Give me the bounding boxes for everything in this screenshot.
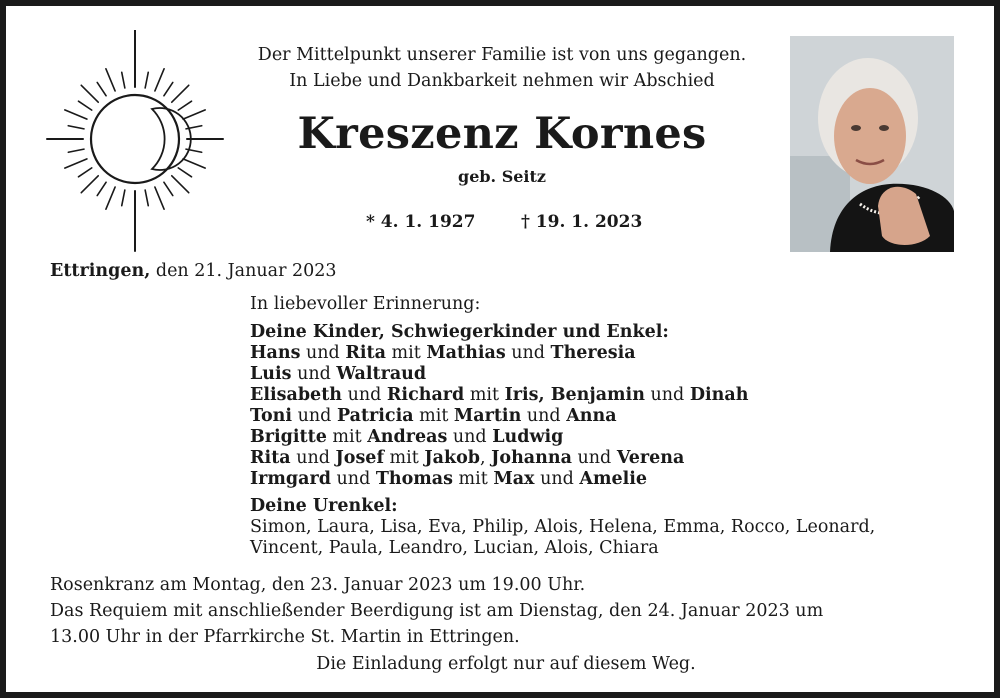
sun-ray	[155, 187, 164, 209]
family-name: Max	[493, 469, 535, 489]
family-connector: und	[291, 364, 337, 384]
family-list	[250, 343, 970, 490]
sun-ray	[145, 72, 148, 88]
sun-ray	[122, 72, 125, 88]
sun-ray	[78, 101, 91, 110]
family-connector: und	[571, 448, 617, 468]
birth-date: * 4. 1. 1927	[366, 212, 476, 232]
family-connector: mit	[452, 469, 494, 489]
urenkel-line: Simon, Laura, Lisa, Eva, Philip, Alois, Helena, Emma, Rocco, Leonard,	[250, 517, 876, 537]
sun-ray	[81, 176, 98, 193]
mourners	[250, 292, 970, 559]
family-name: Verena	[616, 448, 685, 468]
family-line	[250, 364, 970, 385]
family-connector: mit	[326, 427, 368, 447]
family-heading-text: Deine Kinder, Schwiegerkinder und Enkel:	[250, 322, 669, 342]
family-line	[250, 343, 970, 364]
urenkel-heading	[250, 496, 970, 517]
family-connector: und	[534, 469, 580, 489]
intro-line: Der Mittelpunkt unserer Familie ist von uns gegangen.	[257, 45, 747, 65]
family-name: Elisabeth	[250, 385, 343, 405]
intro-text	[202, 42, 802, 94]
death-date: † 19. 1. 2023	[521, 212, 643, 232]
family-connector: und	[290, 448, 336, 468]
family-name: Johanna	[491, 448, 572, 468]
family-line	[250, 385, 970, 406]
family-name: Toni	[250, 406, 293, 426]
sun-ray	[145, 190, 148, 206]
family-name: Josef	[335, 448, 384, 468]
family-name: Anna	[566, 406, 617, 426]
urenkel-heading-text: Deine Urenkel:	[250, 496, 398, 516]
maiden-name: geb. Seitz	[458, 167, 546, 186]
sun-ray	[65, 159, 87, 168]
family-name: Luis	[250, 364, 292, 384]
family-connector: und	[447, 427, 493, 447]
family-connector: mit	[385, 343, 427, 363]
family-name: Jakob	[424, 448, 480, 468]
sun-ray	[178, 101, 191, 110]
sun-ray	[172, 85, 189, 102]
sun-moon-icon	[44, 30, 226, 254]
family-line	[250, 448, 970, 469]
sun-ray	[65, 110, 87, 119]
family-name: Thomas	[375, 469, 453, 489]
deceased-name: Kreszenz Kornes	[297, 109, 707, 159]
family-name: Waltraud	[336, 364, 427, 384]
sun-ray	[97, 82, 106, 95]
service-info	[50, 572, 950, 650]
family-name: Dinah	[689, 385, 749, 405]
family-name: Hans	[250, 343, 301, 363]
sun-ray	[164, 82, 173, 95]
family-connector: mit	[464, 385, 505, 405]
family-connector: mit	[383, 448, 425, 468]
family-connector: und	[330, 469, 376, 489]
sun-ray	[81, 85, 98, 102]
service-line: 13.00 Uhr in der Pfarrkirche St. Martin in Ettringen.	[50, 627, 520, 647]
closing-note: Die Einladung erfolgt nur auf diesem Weg.	[316, 654, 696, 674]
family-connector: und	[300, 343, 346, 363]
family-connector: ,	[479, 448, 492, 468]
place-date	[50, 261, 337, 281]
family-connector: und	[644, 385, 690, 405]
family-line	[250, 427, 970, 448]
sun-ray	[178, 168, 191, 177]
sun-ray	[78, 168, 91, 177]
family-name: Martin	[453, 406, 522, 426]
family-name: Richard	[386, 385, 465, 405]
family-name: Amelie	[579, 469, 648, 489]
sun-ray	[122, 190, 125, 206]
family-connector: und	[521, 406, 567, 426]
service-line: Rosenkranz am Montag, den 23. Januar 2023 um 19.00 Uhr.	[50, 575, 586, 595]
family-connector: und	[342, 385, 387, 405]
family-name: Rita	[250, 448, 291, 468]
family-connector: und	[505, 343, 551, 363]
portrait-photo	[790, 36, 954, 252]
sun-ray	[68, 126, 84, 129]
family-name: Irmgard	[250, 469, 331, 489]
notice-date: den 21. Januar 2023	[155, 261, 337, 281]
family-name: Patricia	[336, 406, 414, 426]
family-name: Brigitte	[250, 427, 327, 447]
sun-ray	[106, 187, 115, 209]
family-connector: mit	[413, 406, 454, 426]
family-name: Iris, Benjamin	[504, 385, 645, 405]
sun-ray	[155, 69, 164, 91]
sun-ray	[172, 176, 189, 193]
family-name: Ludwig	[492, 427, 564, 447]
family-name: Theresia	[550, 343, 636, 363]
sun-ray	[97, 182, 106, 195]
family-heading	[250, 322, 970, 343]
sun-ray	[106, 69, 115, 91]
family-name: Andreas	[367, 427, 448, 447]
sun-ray	[164, 182, 173, 195]
memory-line: In liebevoller Erinnerung:	[250, 294, 481, 314]
sun-ray	[68, 149, 84, 152]
urenkel-line: Vincent, Paula, Leandro, Lucian, Alois, Chiara	[250, 538, 659, 558]
family-name: Rita	[345, 343, 386, 363]
family-line	[250, 406, 970, 427]
family-connector: und	[292, 406, 337, 426]
family-name: Mathias	[426, 343, 506, 363]
family-line	[250, 469, 970, 490]
service-line: Das Requiem mit anschließender Beerdigung ist am Dienstag, den 24. Januar 2023 um	[50, 601, 824, 621]
place-name: Ettringen,	[50, 261, 151, 281]
intro-line: In Liebe und Dankbarkeit nehmen wir Abschied	[289, 71, 715, 91]
